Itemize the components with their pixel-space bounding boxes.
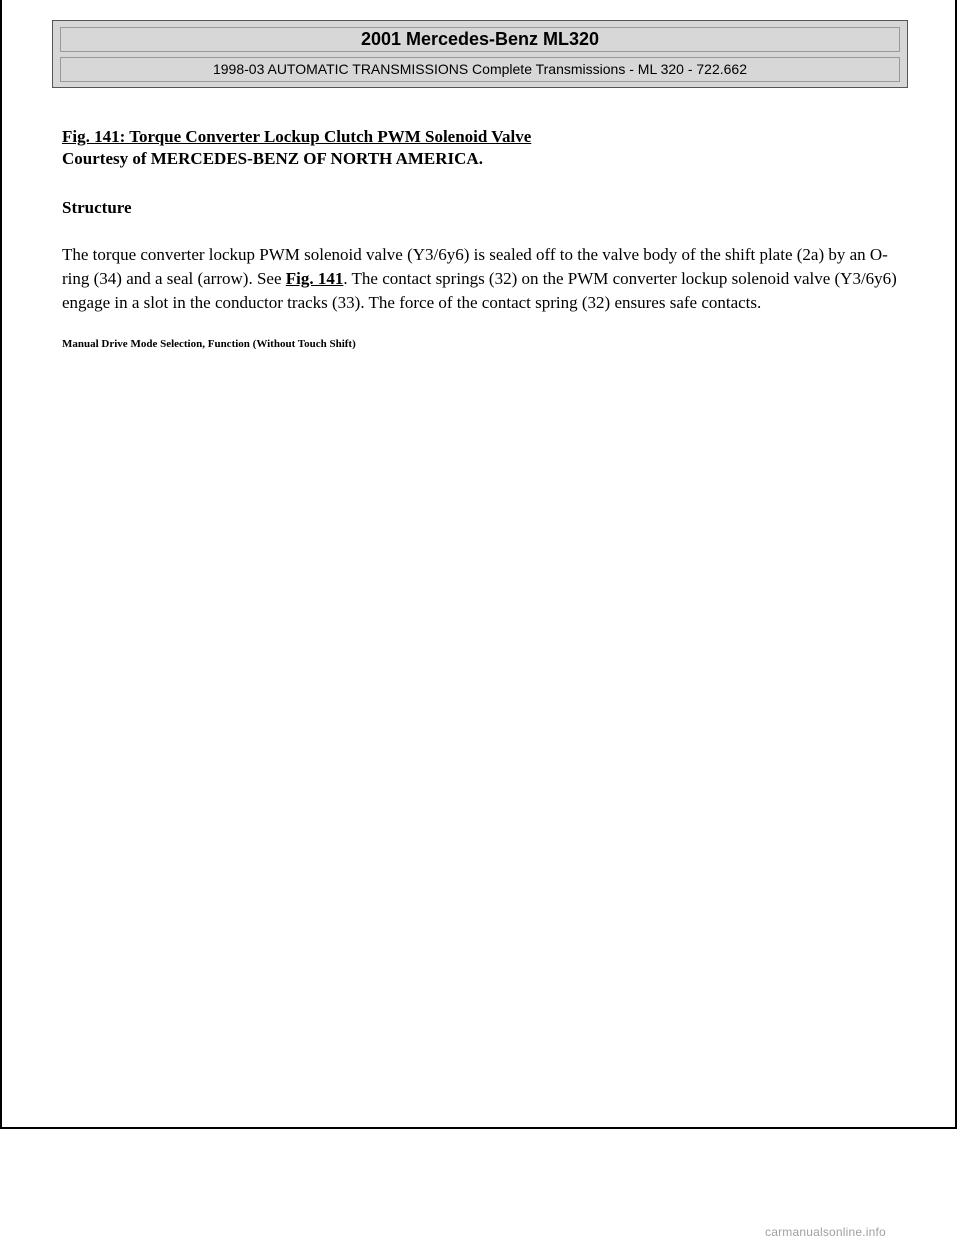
section-heading-structure: Structure: [62, 198, 132, 217]
section-heading-manual-drive-mode: Manual Drive Mode Selection, Function (Without Touch Shift): [62, 338, 356, 350]
document-subtitle: 1998-03 AUTOMATIC TRANSMISSIONS Complete Transmissions - ML 320 - 722.662: [60, 57, 900, 82]
figure-link[interactable]: Fig. 141: [285, 269, 344, 288]
document-title: 2001 Mercedes-Benz ML320: [60, 27, 900, 52]
page-border-bottom: [0, 1127, 957, 1129]
structure-paragraph: [62, 243, 902, 315]
document-header: [52, 20, 908, 88]
page-content: [62, 127, 902, 351]
page-border-left: [0, 0, 2, 1128]
paragraph-text-start: The torque converter lockup PWM solenoid valve (Y3/6y6) is sealed off to the valve body of the shift plate (2a) by an O-ring (34) and a seal (arrow). See: [62, 245, 888, 288]
figure-courtesy: Courtesy of MERCEDES-BENZ OF NORTH AMERICA.: [62, 149, 483, 168]
page-border-right: [955, 0, 957, 1128]
site-watermark: carmanualsonline.info: [765, 1225, 886, 1239]
figure-caption: Fig. 141: Torque Converter Lockup Clutch PWM Solenoid Valve: [62, 127, 532, 146]
paragraph-text-end: . The contact springs (32) on the PWM converter lockup solenoid valve (Y3/6y6) engage in a slot in the conductor tracks (33). The force of the contact spring (32) ensures safe contacts.: [62, 269, 897, 312]
